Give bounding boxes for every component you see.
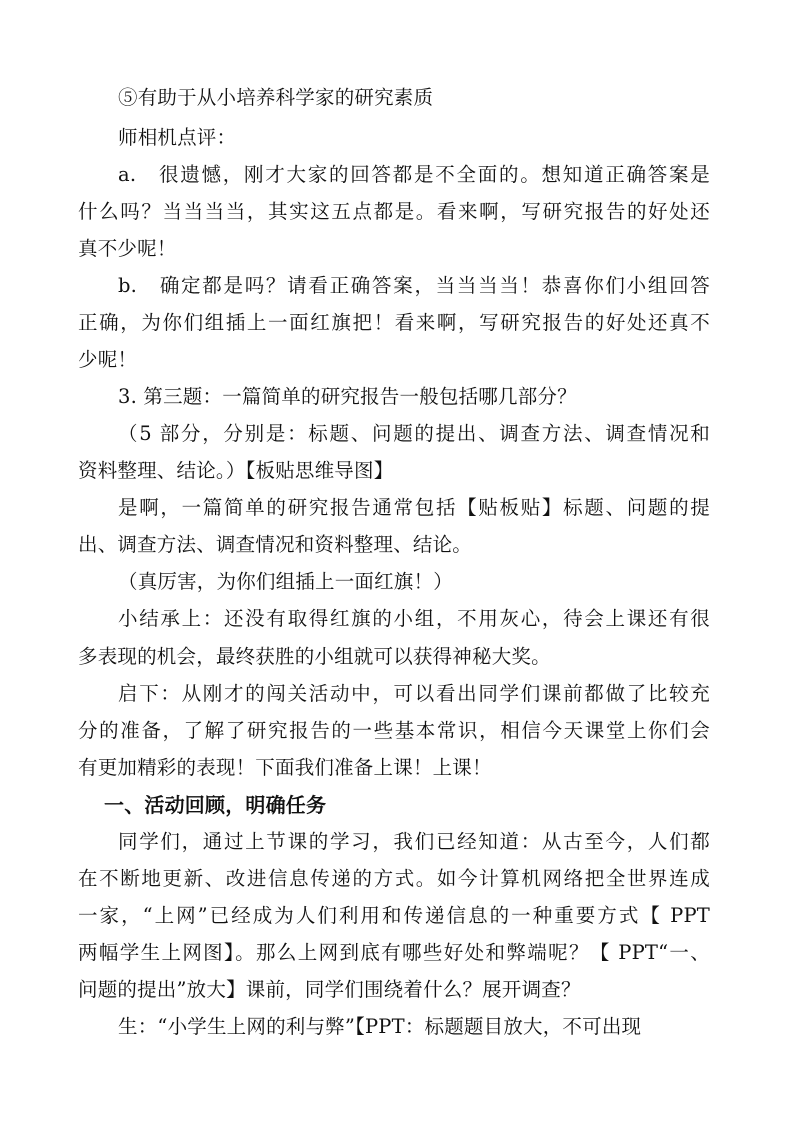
section-heading: 一、活动回顾，明确任务 [104, 793, 327, 817]
text-line: 少呢！ [78, 348, 138, 371]
text-line: 问题的提出”放大】课前，同学们围绕着什么？展开调查？ [78, 978, 581, 1001]
text-line: 多表现的机会，最终获胜的小组就可以获得神秘大奖。 [78, 645, 551, 668]
text-line: 小结承上：还没有取得红旗的小组，不用灰心，待会上课还有很 [118, 607, 710, 630]
text-line: 有更加精彩的表现！下面我们准备上课！上课！ [78, 756, 492, 779]
text-line: 师相机点评： [118, 126, 237, 149]
text-line: 正确，为你们组插上一面红旗把！看来啊，写研究报告的好处还真不 [78, 311, 710, 334]
text-line: 真不少呢！ [78, 237, 177, 260]
text-line: 分的准备，了解了研究报告的一些基本常识，相信今天课堂上你们会 [78, 719, 710, 742]
text-line: 同学们，通过上节课的学习，我们已经知道：从古至今，人们都 [118, 830, 710, 853]
text-line: a. 很遗憾，刚才大家的回答都是不全面的。想知道正确答案是 [118, 163, 710, 186]
text-line: （5 部分，分别是：标题、问题的提出、调查方法、调查情况和 [118, 422, 710, 445]
text-line: 什么吗？当当当当，其实这五点都是。看来啊，写研究报告的好处还 [78, 200, 710, 223]
text-line: 启下：从刚才的闯关活动中，可以看出同学们课前都做了比较充 [118, 682, 710, 705]
text-line: ⑤有助于从小培养科学家的研究素质 [118, 86, 434, 109]
text-line: 是啊，一篇简单的研究报告通常包括【贴板贴】标题、问题的提 [118, 496, 710, 519]
text-line: 出、调查方法、调查情况和资料整理、结论。 [78, 533, 473, 556]
text-line: b. 确定都是吗？请看正确答案，当当当当！恭喜你们小组回答 [118, 274, 710, 297]
text-line: 在不断地更新、改进信息传递的方式。如今计算机网络把全世界连成 [78, 867, 710, 890]
text-line: 一家，“上网”已经成为人们利用和传递信息的一种重要方式【 PPT [78, 904, 710, 927]
text-line: 生：“小学生上网的利与弊”【PPT：标题题目放大，不可出现 [118, 1015, 642, 1038]
text-line: （真厉害，为你们组插上一面红旗！） [118, 570, 453, 593]
text-line: 两幅学生上网图】。那么上网到底有哪些好处和弊端呢？【 PPT“一、 [78, 941, 710, 964]
text-line: 资料整理、结论。）【板贴思维导图】 [78, 459, 394, 482]
text-line: 3. 第三题：一篇简单的研究报告一般包括哪几部分？ [118, 385, 577, 408]
